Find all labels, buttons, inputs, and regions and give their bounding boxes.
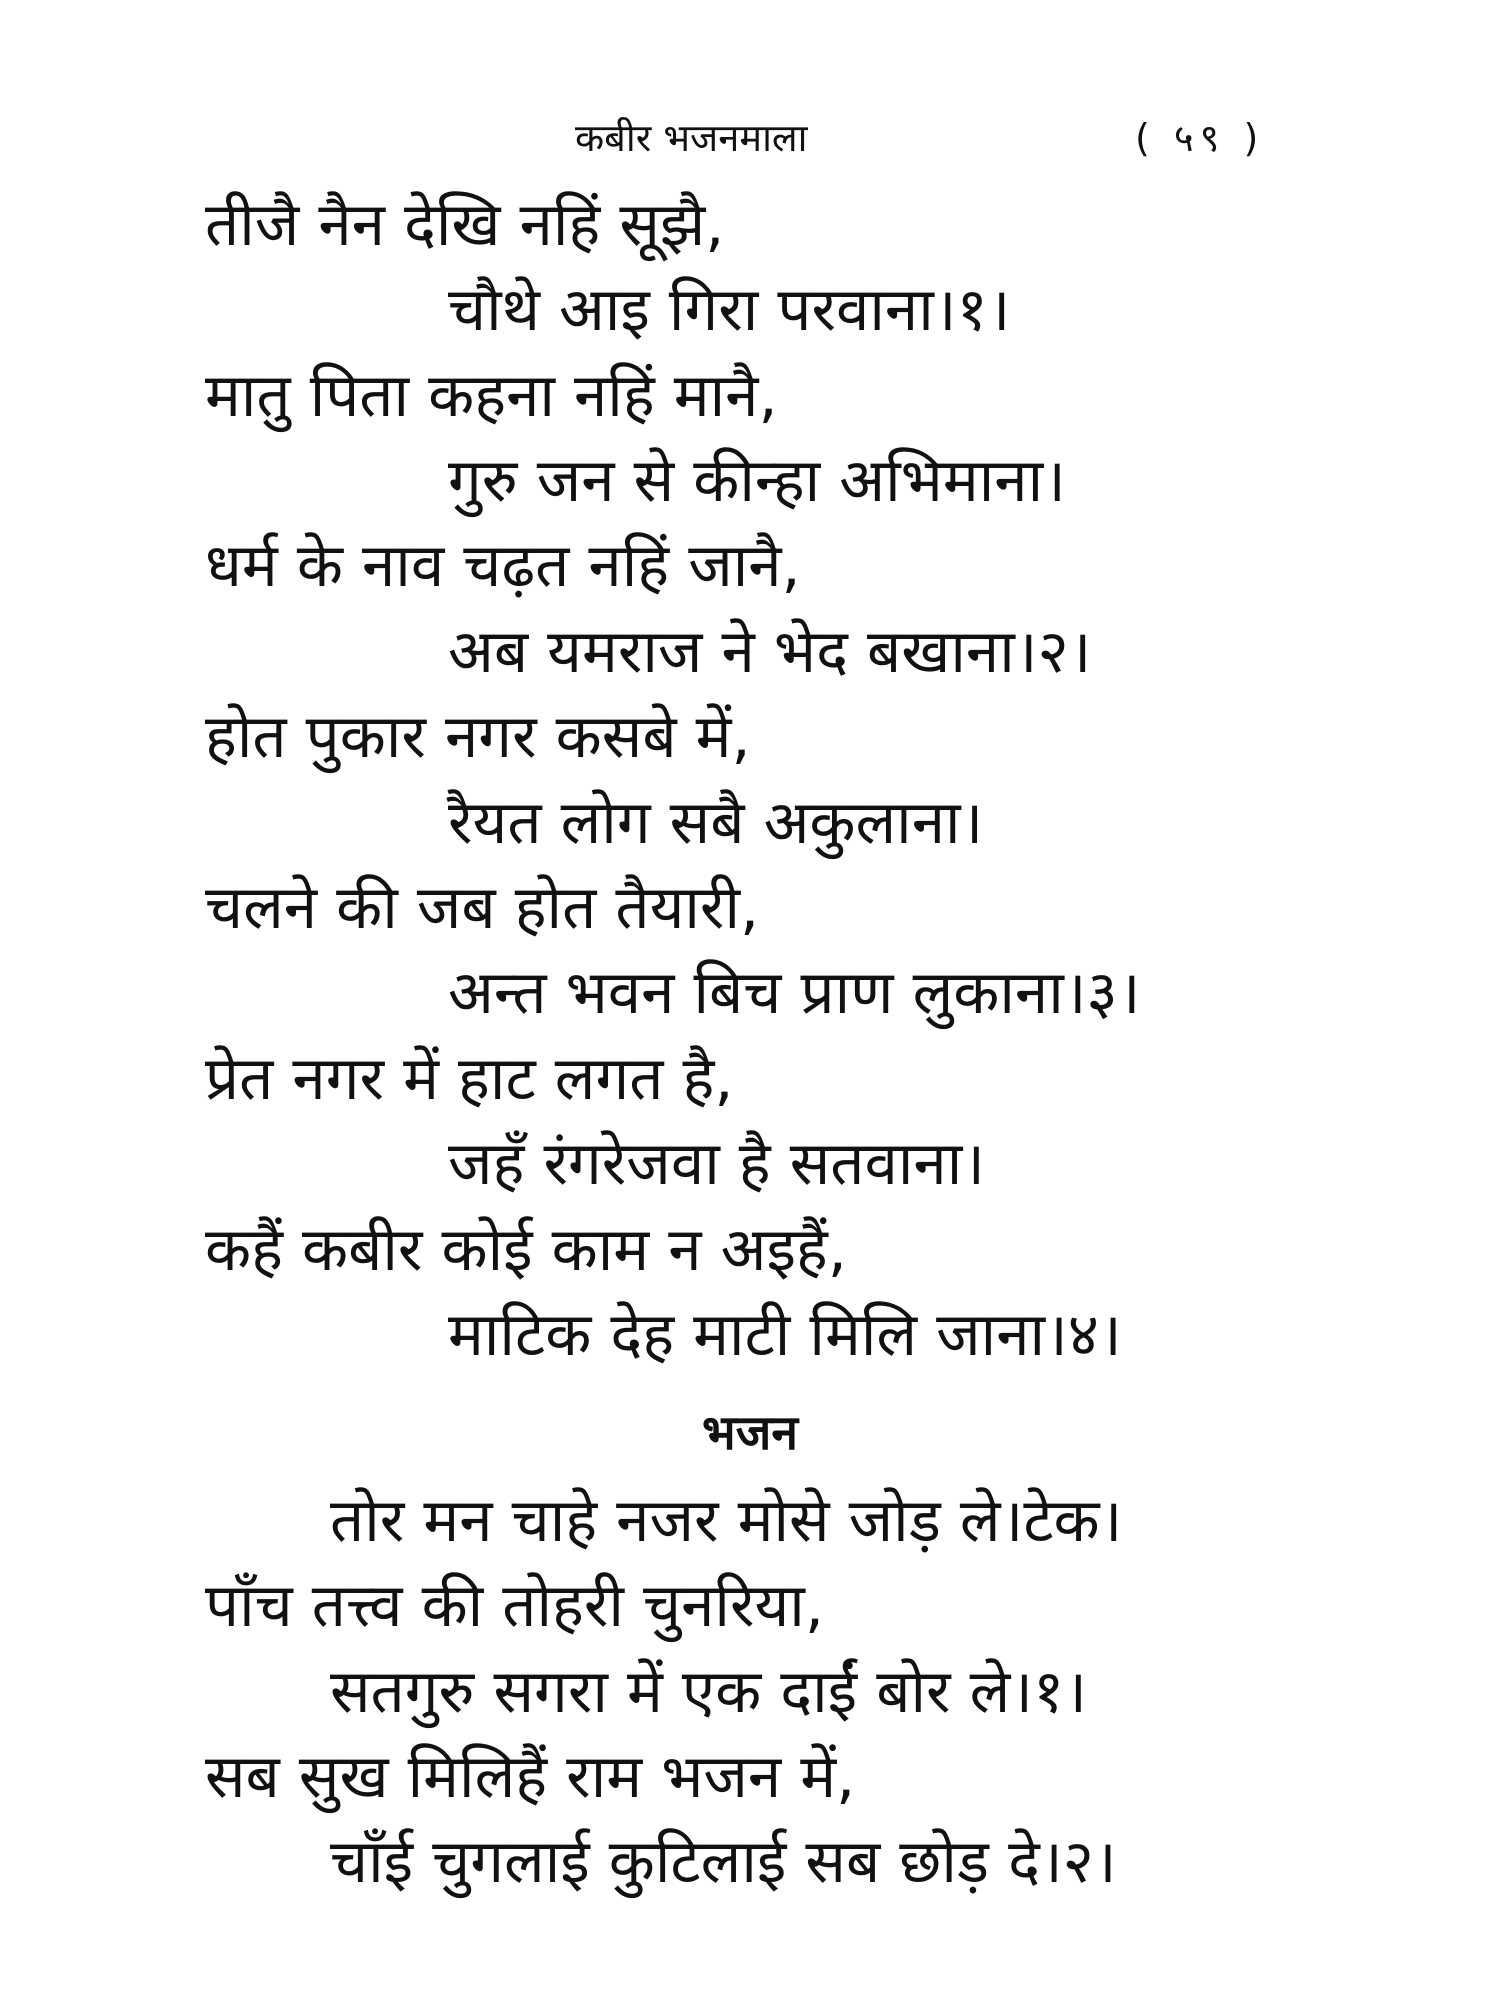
verse-line: गुरु जन से कीन्हा अभिमाना। [448,446,1066,516]
verse-line: चलने की जब होत तैयारी, [205,873,760,943]
verse-line: जहँ रंगरेजवा है सतवाना। [448,1129,985,1199]
page-header [0,108,1500,168]
running-title: कबीर भजनमाला [575,116,808,160]
verse-line: होत पुकार नगर कसबे में, [205,702,751,772]
verse-line: पाँच तत्त्व की तोहरी चुनरिया, [205,1571,824,1641]
verse-line: प्रेत नगर में हाट लगत है, [205,1044,734,1114]
verse-line: माटिक देह माटी मिलि जाना।४। [448,1300,1122,1370]
verse-line: कहैं कबीर कोई काम न अइहैं, [205,1215,847,1285]
verse-line: सतगुरु सगरा में एक दाईं बोर ले।१। [330,1657,1087,1727]
verse-line: अब यमराज ने भेद बखाना।२। [448,617,1092,687]
verse-line: तोर मन चाहे नजर मोसे जोड़ ले।टेक। [330,1486,1123,1556]
verse-line: धर्म के नाव चढ़त नहिं जानै, [205,531,801,601]
verse-line: रैयत लोग सबै अकुलाना। [448,788,984,858]
verse-line: चाँई चुगलाई कुटिलाई सब छोड़ दे।२। [330,1827,1117,1897]
page-number: ( ५९ ) [1135,116,1265,160]
verse-line: अन्त भवन बिच प्राण लुकाना।३। [448,958,1141,1028]
verse-line: सब सुख मिलिहैं राम भजन में, [205,1742,856,1812]
verse-line: मातु पिता कहना नहिं मानै, [205,361,778,431]
verse-line: चौथे आइ गिरा परवाना।१। [448,275,1011,345]
verse-line: तीजै नैन देखि नहिं सूझै, [205,190,725,260]
section-heading: भजन [701,1405,798,1461]
